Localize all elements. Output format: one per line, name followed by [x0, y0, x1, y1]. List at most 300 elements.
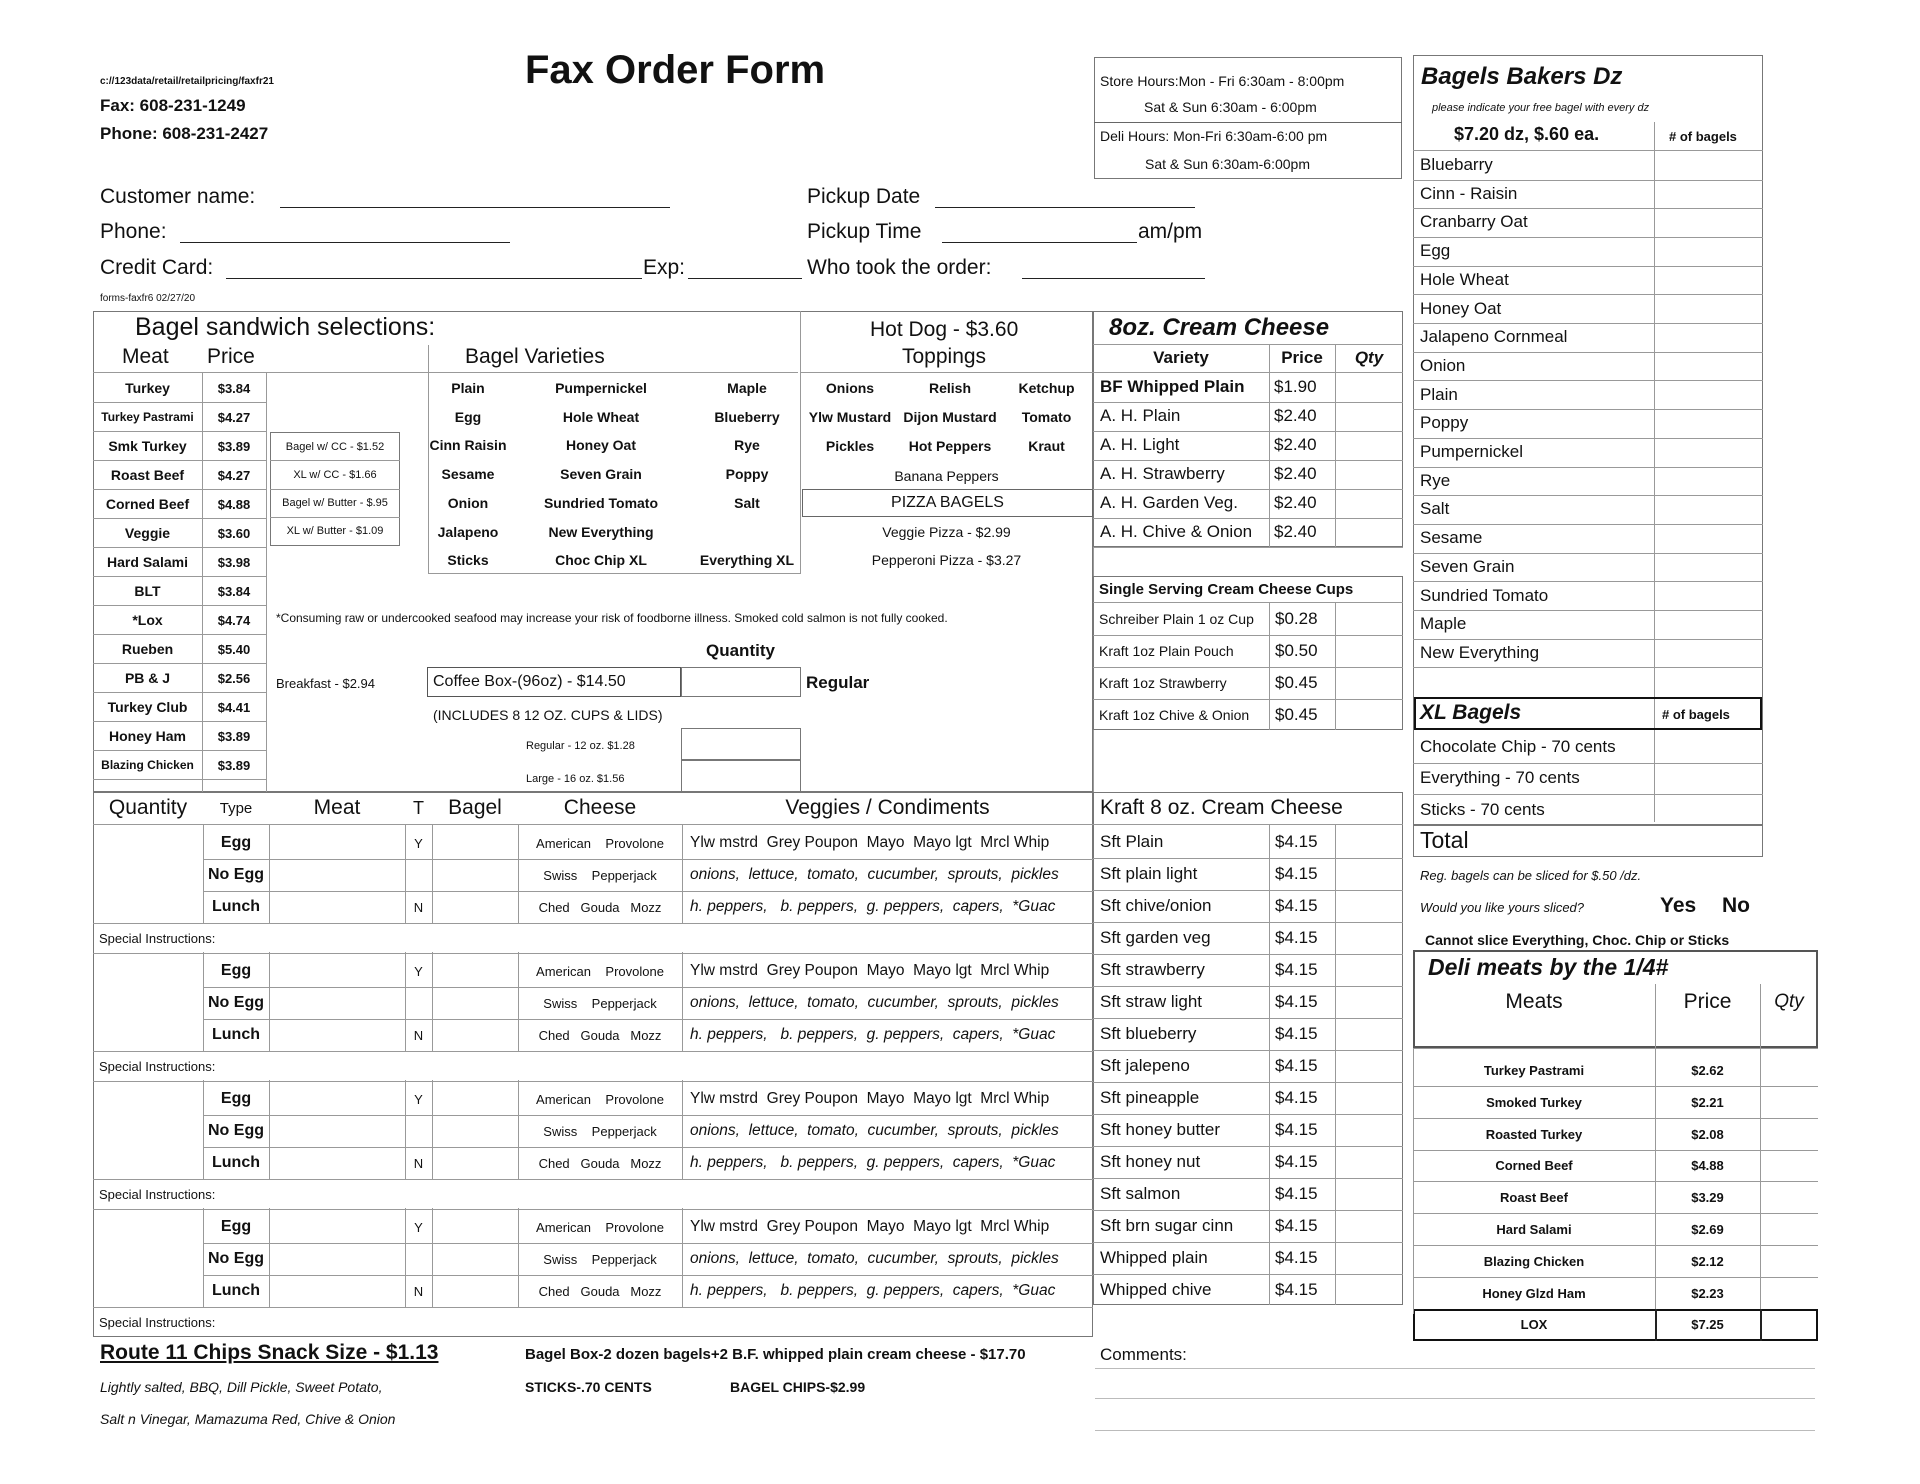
cheese-options[interactable]: Swiss Pepperjack — [543, 1251, 657, 1267]
banana-peppers: Banana Peppers — [894, 468, 999, 484]
sandwich-meat-turkey-club: Turkey Club — [107, 699, 188, 715]
bagel-salt: Salt — [1420, 499, 1450, 519]
exp-label: Exp: — [643, 256, 686, 279]
cream-cheese-price: $1.90 — [1274, 377, 1317, 396]
lox-warning: *Consuming raw or undercooked seafood may increase your risk of foodborne illness. Smoked cold salmon is not fully cooked. — [276, 611, 948, 625]
variety-sundried-tomato: Sundried Tomato — [543, 494, 659, 511]
sandwich-price-lox: $4.74 — [217, 612, 251, 628]
variety-pumpernickel: Pumpernickel — [555, 380, 647, 396]
deli-blazing-chicken: Blazing Chicken — [1483, 1253, 1585, 1269]
cream-cheese-a-h-plain: A. H. Plain — [1100, 406, 1181, 425]
coffee-includes: (INCLUDES 8 12 OZ. CUPS & LIDS) — [433, 707, 663, 723]
cheese-options[interactable]: Ched Gouda Mozz — [538, 1155, 662, 1171]
cream-cheese-price: $2.40 — [1274, 435, 1317, 454]
bagel-count-field[interactable] — [1654, 524, 1762, 552]
xl-count-field[interactable] — [1654, 763, 1762, 794]
order-header-t: T — [413, 797, 424, 818]
row-divider — [93, 953, 1093, 954]
deli-hours: Deli Hours: Mon-Fri 6:30am-6:00 pm — [1100, 128, 1328, 144]
addon-bagel-butter: Bagel w/ Butter - $.95 — [282, 497, 388, 509]
condiment-options[interactable]: Ylw mstrd Grey Poupon Mayo Mayo lgt Mrcl Whip — [690, 1218, 1050, 1235]
cream-cheese-qty-field[interactable] — [1335, 518, 1403, 546]
comments-line-1[interactable] — [1095, 1368, 1815, 1369]
free-bagel-note: please indicate your free bagel with every dz — [1432, 102, 1650, 114]
bagel-count-field[interactable] — [1654, 467, 1762, 495]
deli-qty-field[interactable] — [1760, 1182, 1818, 1213]
deli-price: $2.69 — [1691, 1222, 1724, 1237]
sandwich-meat-blt: BLT — [134, 583, 161, 599]
kraft-qty-field[interactable] — [1335, 1018, 1403, 1050]
variety-hole-wheat: Hole Wheat — [562, 408, 640, 425]
kraft-qty-field[interactable] — [1335, 1210, 1403, 1242]
coffee-box-price: Coffee Box-(96oz) - $14.50 — [433, 673, 626, 690]
sandwich-price-corned-beef: $4.88 — [217, 496, 251, 512]
order-type-egg[interactable]: Egg — [220, 1090, 252, 1107]
cream-cheese-price: $2.40 — [1274, 493, 1317, 512]
breakfast-price: Breakfast - $2.94 — [276, 676, 375, 691]
kraft-sft-blueberry: Sft blueberry — [1100, 1024, 1197, 1043]
cream-cheese-qty-field[interactable] — [1335, 460, 1403, 488]
column-divider — [269, 824, 270, 923]
kraft-price: $4.15 — [1275, 896, 1318, 915]
kraft-sft-straw-light: Sft straw light — [1100, 992, 1203, 1011]
bagel-count-field[interactable] — [1654, 409, 1762, 437]
topping-kraut: Kraut — [1028, 438, 1065, 454]
deli-turkey-pastrami: Turkey Pastrami — [1483, 1063, 1585, 1078]
sandwich-price-blazing-chicken: $3.89 — [217, 757, 251, 773]
variety-sesame: Sesame — [441, 466, 495, 483]
sandwich-price-roast-beef: $4.27 — [217, 467, 251, 483]
cup-regular-price: Regular - 12 oz. $1.28 — [526, 740, 635, 752]
cream-cheese-price: $2.40 — [1274, 522, 1317, 541]
variety-plain: Plain — [451, 380, 485, 396]
comments-line-2[interactable] — [1095, 1398, 1815, 1399]
variety-new-everything: New Everything — [548, 523, 654, 540]
kraft-qty-field[interactable] — [1335, 922, 1403, 954]
deli-hard-salami: Hard Salami — [1496, 1222, 1572, 1237]
kraft-sft-chive-onion: Sft chive/onion — [1100, 896, 1212, 915]
sandwich-price-pb-j: $2.56 — [217, 670, 251, 686]
addon-xl-butter: XL w/ Butter - $1.09 — [286, 525, 384, 537]
bagel-count-field[interactable] — [1654, 381, 1762, 409]
cup-large-price: Large - 16 oz. $1.56 — [526, 773, 625, 785]
addon-xl-cc: XL w/ CC - $1.66 — [293, 469, 377, 481]
price-header: Price — [207, 345, 255, 368]
variety-sticks: Sticks — [447, 552, 489, 569]
bagel-count-field[interactable] — [1654, 438, 1762, 466]
xl-bagel-chocolate-chip-70-cents: Chocolate Chip - 70 cents — [1420, 736, 1616, 756]
bagel-count-field[interactable] — [1654, 295, 1762, 323]
toasted-no[interactable]: N — [413, 1155, 424, 1171]
cream-cheese-qty-field[interactable] — [1335, 489, 1403, 517]
topping-tomato: Tomato — [1021, 409, 1072, 425]
variety-jalapeno: Jalapeno — [437, 523, 499, 540]
condiment-options[interactable]: onions, lettuce, tomato, cucumber, sprouts, pickles — [690, 866, 1059, 883]
kraft-price: $4.15 — [1275, 832, 1318, 851]
column-divider — [682, 1208, 683, 1307]
cheese-options[interactable]: Swiss Pepperjack — [543, 867, 657, 883]
bagel-count-field[interactable] — [1654, 151, 1762, 179]
order-type-no-egg[interactable]: No Egg — [208, 1122, 264, 1139]
deli-qty-field[interactable] — [1760, 1150, 1818, 1181]
sandwich-price-turkey-club: $4.41 — [217, 699, 251, 715]
bagel-count-field[interactable] — [1654, 323, 1762, 351]
credit-card-label: Credit Card: — [100, 256, 214, 279]
cream-cheese-a-h-garden-veg: A. H. Garden Veg. — [1100, 493, 1238, 512]
sliced-note: Reg. bagels can be sliced for $.50 /dz. — [1420, 868, 1642, 883]
cheese-options[interactable]: American Provolone — [536, 963, 664, 979]
bagel-jalapeno-cornmeal: Jalapeno Cornmeal — [1420, 327, 1568, 347]
cheese-options[interactable]: American Provolone — [536, 1091, 664, 1107]
deli-price: $2.21 — [1691, 1094, 1724, 1110]
credit-card-field[interactable] — [226, 278, 642, 279]
topping-onions: Onions — [825, 380, 875, 396]
sticks-price: STICKS-.70 CENTS — [525, 1379, 652, 1395]
sliced-no[interactable]: No — [1722, 894, 1750, 917]
kraft-qty-field[interactable] — [1335, 1146, 1403, 1178]
deli-price: $7.25 — [1691, 1317, 1724, 1333]
sandwich-meat-rueben: Rueben — [121, 641, 174, 657]
toasted-no[interactable]: N — [413, 899, 424, 915]
sandwich-meat-blazing-chicken: Blazing Chicken — [101, 758, 194, 772]
kraft-price: $4.15 — [1275, 1088, 1318, 1107]
sandwich-price-blt: $3.84 — [217, 583, 251, 599]
sliced-question: Would you like yours sliced? — [1420, 900, 1585, 915]
column-divider — [1413, 1048, 1414, 1314]
sandwich-meat-pb-j: PB & J — [124, 670, 171, 686]
kraft-qty-field[interactable] — [1335, 954, 1403, 986]
cup-qty-field[interactable] — [1335, 667, 1403, 698]
coffee-quantity-field[interactable] — [681, 667, 801, 697]
deli-honey-glzd-ham: Honey Glzd Ham — [1482, 1285, 1586, 1301]
bagel-onion: Onion — [1420, 355, 1466, 375]
kraft-sft-jalepeno: Sft jalepeno — [1100, 1056, 1190, 1075]
cup-qty-field[interactable] — [1335, 603, 1403, 634]
kraft-sft-plain-light: Sft plain light — [1100, 864, 1198, 883]
kraft-qty-field[interactable] — [1335, 890, 1403, 922]
kraft-whipped-plain: Whipped plain — [1100, 1248, 1208, 1267]
kraft-sft-pineapple: Sft pineapple — [1100, 1088, 1200, 1107]
order-type-egg[interactable]: Egg — [220, 1218, 252, 1235]
kraft-qty-field[interactable] — [1335, 1274, 1403, 1306]
cream-cheese-a-h-strawberry: A. H. Strawberry — [1100, 464, 1225, 483]
cups-title: Single Serving Cream Cheese Cups — [1099, 580, 1354, 598]
bagel-count-field[interactable] — [1654, 352, 1762, 380]
bagels-dz-title: Bagels Bakers Dz — [1421, 63, 1623, 90]
bagel-count-field[interactable] — [1654, 266, 1762, 294]
order-taker-label: Who took the order: — [807, 256, 992, 279]
bagel-count-field[interactable] — [1654, 208, 1762, 236]
deli-qty-field[interactable] — [1760, 1214, 1818, 1245]
hotdog-title: Hot Dog - $3.60 — [870, 318, 1019, 341]
bagel-sesame: Sesame — [1420, 528, 1483, 548]
deli-price: $2.62 — [1691, 1063, 1724, 1078]
xl-count-header: # of bagels — [1662, 707, 1730, 722]
kraft-sft-garden-veg: Sft garden veg — [1100, 928, 1211, 947]
condiment-options[interactable]: h. peppers, b. peppers, g. peppers, capers, *Guac — [690, 898, 1056, 915]
kraft-price: $4.15 — [1275, 1184, 1318, 1203]
bagel-count-header: # of bagels — [1669, 129, 1737, 144]
toasted-yes[interactable]: Y — [414, 835, 423, 851]
special-instructions[interactable]: Special Instructions: — [99, 1058, 216, 1074]
toasted-yes[interactable]: Y — [414, 963, 423, 979]
toasted-no[interactable]: N — [413, 1027, 424, 1043]
topping-relish: Relish — [928, 380, 971, 396]
condiment-options[interactable]: onions, lettuce, tomato, cucumber, sprouts, pickles — [690, 994, 1059, 1011]
kraft-whipped-chive: Whipped chive — [1100, 1280, 1212, 1299]
order-type-lunch[interactable]: Lunch — [212, 1154, 260, 1171]
bagel-pumpernickel: Pumpernickel — [1420, 442, 1523, 461]
column-divider — [269, 1080, 270, 1179]
bagel-bluebarry: Bluebarry — [1420, 155, 1493, 174]
order-type-no-egg[interactable]: No Egg — [208, 1250, 264, 1267]
condiment-options[interactable]: Ylw mstrd Grey Poupon Mayo Mayo lgt Mrcl Whip — [690, 1090, 1050, 1107]
bagel-chips-price: BAGEL CHIPS-$2.99 — [730, 1379, 866, 1395]
deli-price: $2.08 — [1691, 1126, 1724, 1142]
cheese-options[interactable]: Ched Gouda Mozz — [538, 899, 662, 915]
kraft-sft-plain: Sft Plain — [1100, 832, 1164, 851]
condiment-options[interactable]: h. peppers, b. peppers, g. peppers, capers, *Guac — [690, 1026, 1056, 1043]
store-hours: Store Hours:Mon - Fri 6:30am - 8:00pm — [1100, 73, 1345, 89]
order-type-no-egg[interactable]: No Egg — [208, 994, 264, 1011]
toasted-yes[interactable]: Y — [414, 1091, 423, 1107]
special-instructions[interactable]: Special Instructions: — [99, 1314, 216, 1330]
order-header-bagel: Bagel — [448, 796, 502, 819]
exp-field[interactable] — [688, 278, 802, 279]
cup-price: $0.50 — [1275, 640, 1318, 660]
kraft-price: $4.15 — [1275, 1056, 1318, 1075]
xl-bagel-sticks-70-cents: Sticks - 70 cents — [1420, 799, 1545, 819]
variety-salt: Salt — [734, 494, 760, 511]
bagel-sundried-tomato: Sundried Tomato — [1420, 585, 1549, 605]
row-divider — [93, 1209, 1093, 1210]
order-type-lunch[interactable]: Lunch — [212, 1026, 260, 1043]
kraft-price: $4.15 — [1275, 864, 1318, 883]
sandwich-meat-veggie: Veggie — [124, 525, 171, 541]
cc-qty-header: Qty — [1354, 348, 1384, 367]
deli-qty-field[interactable] — [1760, 1278, 1818, 1309]
meat-header: Meat — [122, 345, 169, 368]
order-header-veggies-condiments: Veggies / Condiments — [785, 796, 990, 819]
deli-price: $2.12 — [1691, 1253, 1724, 1269]
variety-honey-oat: Honey Oat — [565, 437, 636, 454]
special-instructions[interactable]: Special Instructions: — [99, 930, 216, 946]
ampm-label: am/pm — [1138, 220, 1203, 243]
cream-cheese-qty-field[interactable] — [1335, 402, 1403, 430]
cup-regular-qty[interactable] — [681, 728, 801, 760]
kraft-sft-salmon: Sft salmon — [1100, 1184, 1181, 1203]
cream-cheese-title: 8oz. Cream Cheese — [1109, 314, 1330, 341]
phone-label: Phone: — [100, 220, 167, 243]
column-divider — [682, 824, 683, 923]
bagel-count-field[interactable] — [1654, 495, 1762, 523]
toasted-no[interactable]: N — [413, 1283, 424, 1299]
sandwich-price-hard-salami: $3.98 — [217, 554, 251, 570]
cup-price: $0.28 — [1275, 608, 1318, 628]
xl-count-field[interactable] — [1654, 731, 1762, 762]
special-instructions[interactable]: Special Instructions: — [99, 1186, 216, 1202]
cheese-options[interactable]: Ched Gouda Mozz — [538, 1027, 662, 1043]
form-id: forms-faxfr6 02/27/20 — [100, 293, 196, 304]
condiment-options[interactable]: onions, lettuce, tomato, cucumber, sprouts, pickles — [690, 1122, 1059, 1139]
variety-onion: Onion — [447, 494, 489, 511]
cream-cheese-qty-field[interactable] — [1335, 373, 1403, 401]
deli-lox: LOX — [1520, 1317, 1548, 1333]
cup-qty-field[interactable] — [1335, 699, 1403, 730]
deli-corned-beef: Corned Beef — [1495, 1158, 1573, 1174]
pickup-time-field[interactable] — [942, 242, 1137, 243]
column-divider — [1760, 1309, 1762, 1341]
order-type-egg[interactable]: Egg — [220, 962, 252, 979]
bagel-new-everything: New Everything — [1420, 642, 1540, 662]
deli-price: $2.23 — [1691, 1285, 1724, 1301]
kraft-qty-field[interactable] — [1335, 826, 1403, 858]
order-header-meat: Meat — [313, 796, 361, 819]
cup-schreiber-plain-1-oz-cup: Schreiber Plain 1 oz Cup — [1099, 610, 1254, 627]
cream-cheese-qty-field[interactable] — [1335, 431, 1403, 459]
bagel-count-field[interactable] — [1654, 180, 1762, 208]
veggie-pizza: Veggie Pizza - $2.99 — [882, 524, 1011, 540]
condiment-options[interactable]: Ylw mstrd Grey Poupon Mayo Mayo lgt Mrcl Whip — [690, 834, 1050, 851]
kraft-qty-field[interactable] — [1335, 1082, 1403, 1114]
kraft-price: $4.15 — [1275, 1120, 1318, 1139]
bagel-count-field[interactable] — [1654, 237, 1762, 265]
cup-kraft-1oz-plain-pouch: Kraft 1oz Plain Pouch — [1099, 642, 1234, 659]
variety-choc-chip-xl: Choc Chip XL — [555, 552, 647, 569]
order-type-lunch[interactable]: Lunch — [212, 898, 260, 915]
coffee-regular-label: Regular — [806, 673, 870, 692]
column-divider — [432, 1080, 433, 1179]
deli-qty-field[interactable] — [1760, 1087, 1818, 1118]
file-path: c://123data/retail/retailpricing/faxfr21 — [100, 76, 274, 87]
cannot-slice-note: Cannot slice Everything, Choc. Chip or Sticks — [1425, 932, 1730, 948]
bagel-count-field[interactable] — [1654, 610, 1762, 638]
kraft-price: $4.15 — [1275, 1216, 1318, 1235]
row-divider — [1413, 1048, 1818, 1049]
page-title: Fax Order Form — [525, 48, 826, 92]
bagel-seven-grain: Seven Grain — [1420, 556, 1515, 576]
deli-qty-field[interactable] — [1760, 1055, 1818, 1086]
sandwich-title: Bagel sandwich selections: — [135, 313, 436, 341]
deli-price: $4.88 — [1691, 1158, 1724, 1174]
cup-kraft-1oz-chive-onion: Kraft 1oz Chive & Onion — [1099, 706, 1250, 723]
sandwich-meat-turkey-pastrami: Turkey Pastrami — [101, 410, 194, 424]
customer-name-label: Customer name: — [100, 185, 256, 208]
bagel-poppy: Poppy — [1420, 413, 1469, 433]
cream-cheese-a-h-chive-onion: A. H. Chive & Onion — [1100, 522, 1253, 541]
cup-large-qty[interactable] — [681, 760, 801, 792]
toasted-yes[interactable]: Y — [414, 1219, 423, 1235]
row-divider — [1093, 547, 1403, 548]
order-taker-field[interactable] — [1022, 278, 1205, 279]
store-hours-weekend: Sat & Sun 6:30am - 6:00pm — [1144, 99, 1317, 115]
condiment-options[interactable]: Ylw mstrd Grey Poupon Mayo Mayo lgt Mrcl Whip — [690, 962, 1050, 979]
kraft-qty-field[interactable] — [1335, 1050, 1403, 1082]
deli-price: $3.29 — [1691, 1190, 1724, 1206]
sliced-yes[interactable]: Yes — [1660, 894, 1697, 917]
kraft-qty-field[interactable] — [1335, 858, 1403, 890]
phone-field[interactable] — [180, 242, 510, 243]
kraft-qty-field[interactable] — [1335, 1114, 1403, 1146]
bagel-count-field[interactable] — [1654, 582, 1762, 610]
order-type-no-egg[interactable]: No Egg — [208, 866, 264, 883]
cup-price: $0.45 — [1275, 672, 1318, 692]
sandwich-price-honey-ham: $3.89 — [217, 728, 251, 744]
bagel-count-field[interactable] — [1654, 639, 1762, 667]
topping-ylw-mustard: Ylw Mustard — [808, 409, 892, 425]
variety-poppy: Poppy — [725, 466, 769, 483]
variety-maple: Maple — [727, 380, 767, 396]
cream-cheese-a-h-light: A. H. Light — [1100, 435, 1180, 454]
condiment-options[interactable]: h. peppers, b. peppers, g. peppers, capers, *Guac — [690, 1154, 1056, 1171]
sandwich-meat-turkey: Turkey — [125, 380, 170, 396]
variety-egg: Egg — [454, 408, 482, 425]
cream-cheese-price: $2.40 — [1274, 464, 1317, 483]
dozen-price: $7.20 dz, $.60 ea. — [1454, 124, 1600, 144]
kraft-price: $4.15 — [1275, 928, 1318, 947]
cup-qty-field[interactable] — [1335, 635, 1403, 666]
pickup-date-field[interactable] — [935, 207, 1195, 208]
sandwich-price-turkey-pastrami: $4.27 — [217, 409, 251, 425]
cheese-options[interactable]: Swiss Pepperjack — [543, 995, 657, 1011]
deli-qty-field[interactable] — [1760, 1246, 1818, 1277]
deli-price-header: Price — [1683, 990, 1732, 1013]
kraft-price: $4.15 — [1275, 1024, 1318, 1043]
customer-name-field[interactable] — [280, 207, 670, 208]
kraft-qty-field[interactable] — [1335, 1178, 1403, 1210]
order-header-cheese: Cheese — [563, 796, 637, 819]
sandwich-meat-lox: *Lox — [132, 612, 163, 628]
column-divider — [269, 1208, 270, 1307]
chips-flavors-2: Salt n Vinegar, Mamazuma Red, Chive & Onion — [100, 1411, 396, 1427]
kraft-sft-honey-nut: Sft honey nut — [1100, 1152, 1201, 1171]
comments-label: Comments: — [1100, 1345, 1187, 1364]
bagel-plain: Plain — [1420, 384, 1458, 404]
deli-qty-field[interactable] — [1760, 1119, 1818, 1150]
kraft-qty-field[interactable] — [1335, 986, 1403, 1018]
cheese-options[interactable]: Swiss Pepperjack — [543, 1123, 657, 1139]
kraft-price: $4.15 — [1275, 1280, 1318, 1299]
bagel-maple: Maple — [1420, 614, 1467, 634]
sandwich-meat-roast-beef: Roast Beef — [110, 467, 185, 483]
xl-bagels-title: XL Bagels — [1420, 701, 1522, 724]
order-type-egg[interactable]: Egg — [220, 834, 252, 851]
condiment-options[interactable]: onions, lettuce, tomato, cucumber, sprouts, pickles — [690, 1250, 1059, 1267]
condiment-options[interactable]: h. peppers, b. peppers, g. peppers, capers, *Guac — [690, 1282, 1056, 1299]
xl-count-field[interactable] — [1654, 794, 1762, 825]
sandwich-price-smk-turkey: $3.89 — [217, 438, 251, 454]
sandwich-meat-smk-turkey: Smk Turkey — [108, 438, 187, 454]
deli-roast-beef: Roast Beef — [1500, 1190, 1568, 1206]
column-divider — [432, 824, 433, 923]
kraft-sft-strawberry: Sft strawberry — [1100, 960, 1205, 979]
hotdog-toppings: Toppings — [902, 345, 987, 368]
cheese-options[interactable]: Ched Gouda Mozz — [538, 1283, 662, 1299]
topping-ketchup: Ketchup — [1018, 380, 1075, 396]
cheese-options[interactable]: American Provolone — [536, 1219, 664, 1235]
order-type-lunch[interactable]: Lunch — [212, 1282, 260, 1299]
cheese-options[interactable]: American Provolone — [536, 835, 664, 851]
addon-bagel-cc: Bagel w/ CC - $1.52 — [285, 441, 385, 453]
column-divider — [269, 952, 270, 1051]
bagel-count-field[interactable] — [1654, 553, 1762, 581]
bagel-box-offer: Bagel Box-2 dozen bagels+2 B.F. whipped plain cream cheese - $17.70 — [525, 1346, 1026, 1363]
topping-pickles: Pickles — [825, 438, 875, 454]
kraft-qty-field[interactable] — [1335, 1242, 1403, 1274]
row-divider — [93, 1081, 1093, 1082]
kraft-price: $4.15 — [1275, 1152, 1318, 1171]
comments-line-3[interactable] — [1095, 1430, 1815, 1431]
